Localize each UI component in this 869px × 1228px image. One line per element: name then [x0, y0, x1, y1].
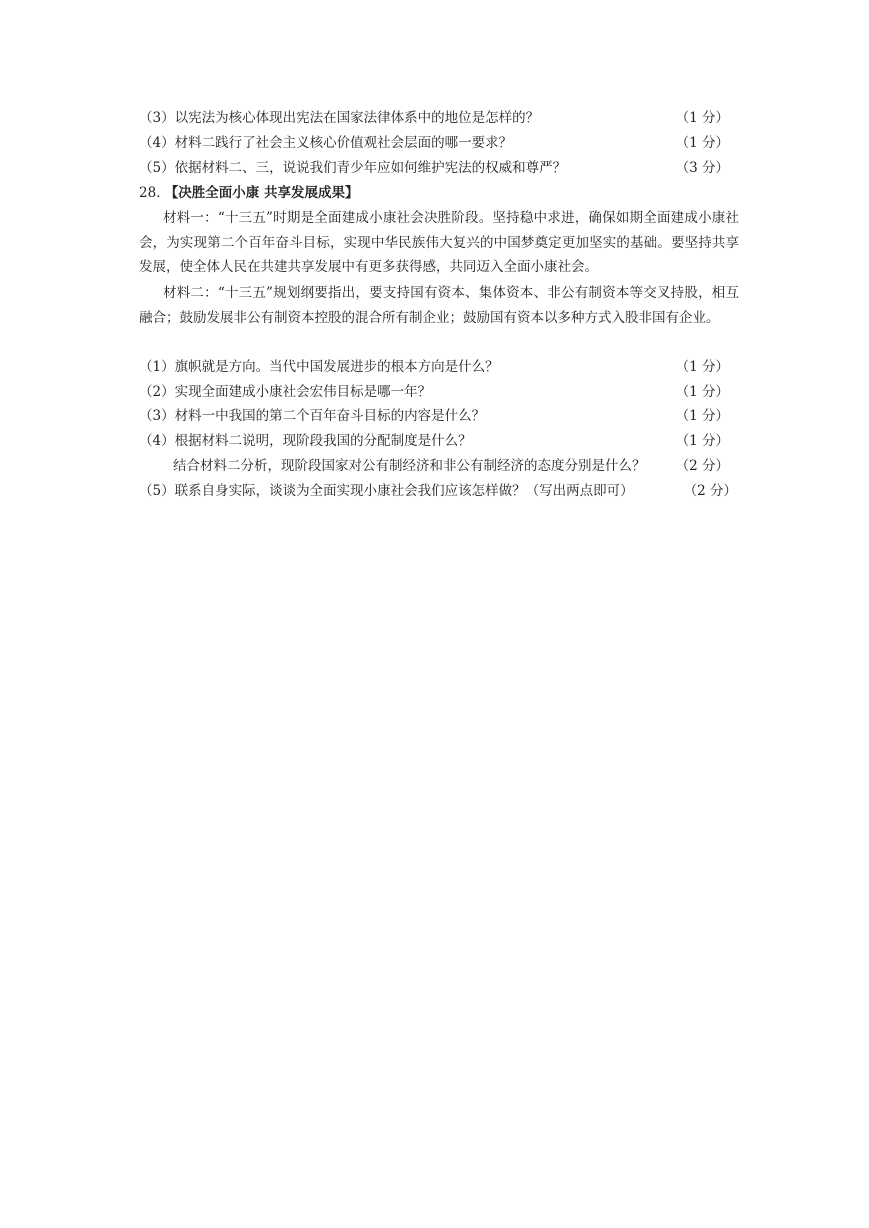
question-text: （4）材料二践行了社会主义核心价值观社会层面的哪一要求？ [139, 135, 513, 151]
question-text: （1）旗帜就是方向。当代中国发展进步的根本方向是什么？ [139, 359, 499, 375]
q28-sub-5 [139, 479, 737, 503]
score-label: （1 分） [675, 359, 729, 375]
q28-sub-4-followup [173, 454, 729, 478]
q28-heading [139, 181, 358, 205]
score-label: （1 分） [675, 433, 729, 449]
q28-sub-4 [139, 429, 729, 453]
question-text: （3）以宪法为核心体现出宪法在国家法律体系中的地位是怎样的？ [139, 110, 540, 126]
question-text: （5）联系自身实际，谈谈为全面实现小康社会我们应该怎样做？（写出两点即可） [139, 483, 634, 499]
question-number: 28. [139, 185, 161, 201]
question-text: （5）依据材料二、三，说说我们青少年应如何维护宪法的权威和尊严？ [139, 160, 567, 176]
score-label: （1 分） [675, 384, 729, 400]
q27-sub-4 [139, 131, 729, 155]
score-label: （1 分） [675, 110, 729, 126]
score-label: （1 分） [675, 408, 729, 424]
q28-sub-1 [139, 355, 729, 379]
question-text: 结合材料二分析，现阶段国家对公有制经济和非公有制经济的态度分别是什么？ [173, 458, 646, 474]
q27-sub-5 [139, 156, 729, 180]
score-label: （2 分） [683, 483, 737, 499]
question-title: 【决胜全面小康 共享发展成果】 [164, 185, 359, 201]
material-1: 材料一：“十三五”时期是全面建成小康社会决胜阶段。坚持稳中求进，确保如期全面建成小康社会，为实现第二个百年奋斗目标，实现中华民族伟大复兴的中国梦奠定更加坚实的基础。要坚持共享发展，使全体人民在共建共享发展中有更多获得感，共同迈入全面小康社会。 [139, 210, 739, 275]
material-2: 材料二：“十三五”规划纲要指出，要支持国有资本、集体资本、非公有制资本等交叉持股，相互融合；鼓励发展非公有制资本控股的混合所有制企业；鼓励国有资本以多种方式入股非国有企业。 [139, 285, 739, 326]
score-label: （1 分） [675, 135, 729, 151]
score-label: （3 分） [675, 160, 729, 176]
score-label: （2 分） [675, 458, 729, 474]
question-text: （2）实现全面建成小康社会宏伟目标是哪一年？ [139, 384, 432, 400]
question-text: （3）材料一中我国的第二个百年奋斗目标的内容是什么？ [139, 408, 486, 424]
q28-sub-2 [139, 380, 729, 404]
q27-sub-3 [139, 106, 729, 130]
question-text: （4）根据材料二说明，现阶段我国的分配制度是什么？ [139, 433, 472, 449]
q28-sub-3 [139, 404, 729, 428]
